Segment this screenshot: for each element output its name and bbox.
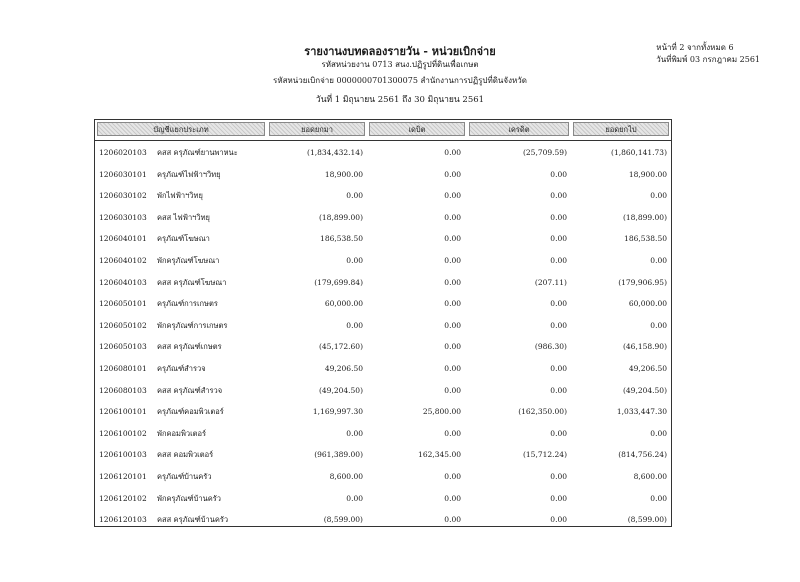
account-name: คสส ครุภัณฑ์สำรวจ <box>157 385 223 395</box>
brought-forward-value: (18,899.00) <box>318 212 363 222</box>
account-name: คสส ครุภัณฑ์เกษตร <box>157 342 222 352</box>
brought-forward-value: 0.00 <box>346 191 363 201</box>
credit-value: 0.00 <box>550 385 567 395</box>
debit-value: 0.00 <box>444 191 461 201</box>
debit-value: 0.00 <box>444 342 461 352</box>
brought-forward-value: 60,000.00 <box>324 299 363 309</box>
carried-forward-value: 0.00 <box>650 256 667 265</box>
credit-value: 0.00 <box>550 212 567 222</box>
debit-value: 0.00 <box>444 385 461 395</box>
brought-forward-value: (179,699.84) <box>314 277 363 287</box>
debit-value: 0.00 <box>444 169 461 179</box>
table-row <box>95 164 671 186</box>
debit-value: 0.00 <box>444 364 461 373</box>
account-code: 1206040102 <box>99 256 147 265</box>
report-period: วันที่ 1 มิถุนายน 2561 ถึง 30 มิถุนายน 2561 <box>315 95 485 105</box>
account-code: 1206120102 <box>99 493 147 503</box>
column-header-debit: เดบิต <box>369 122 465 136</box>
credit-value: 0.00 <box>550 169 567 179</box>
carried-forward-value: 0.00 <box>650 493 667 503</box>
brought-forward-value: 1,169,997.30 <box>312 407 363 417</box>
table-row <box>95 444 671 466</box>
print-date: วันที่พิมพ์ 03 กรกฎาคม 2561 <box>656 55 760 64</box>
account-code: 1206050102 <box>99 320 147 330</box>
brought-forward-value: (45,172.60) <box>318 342 363 352</box>
account-code: 1206030103 <box>99 212 147 222</box>
page-info <box>656 42 760 66</box>
table-row <box>95 488 671 510</box>
account-name: พักคอมพิวเตอร์ <box>157 428 207 438</box>
credit-value: 0.00 <box>550 428 567 438</box>
account-name: คสส ครุภัณฑ์โฆษณา <box>157 277 227 287</box>
credit-value: 0.00 <box>550 256 567 265</box>
credit-value: (15,712.24) <box>522 450 567 460</box>
carried-forward-value: (814,756.24) <box>618 450 667 460</box>
brought-forward-value: 49,206.50 <box>324 364 363 373</box>
debit-value: 0.00 <box>444 320 461 330</box>
table-row <box>95 423 671 445</box>
column-header-brought-forward: ยอดยกมา <box>269 122 365 136</box>
debit-value: 0.00 <box>444 256 461 265</box>
carried-forward-value: (49,204.50) <box>622 385 667 395</box>
debit-value: 0.00 <box>444 428 461 438</box>
brought-forward-value: (961,389.00) <box>314 450 363 460</box>
carried-forward-value: 0.00 <box>650 428 667 438</box>
account-code: 1206020103 <box>99 148 147 157</box>
brought-forward-value: 0.00 <box>346 493 363 503</box>
debit-value: 25,800.00 <box>422 407 461 417</box>
account-code: 1206100102 <box>99 428 147 438</box>
carried-forward-value: 0.00 <box>650 320 667 330</box>
brought-forward-value: 0.00 <box>346 428 363 438</box>
carried-forward-value: 60,000.00 <box>628 299 667 309</box>
account-name: ครุภัณฑ์บ้านครัว <box>157 472 212 481</box>
account-code: 1206030102 <box>99 191 147 201</box>
brought-forward-value: 0.00 <box>346 320 363 330</box>
account-name: พักไฟฟ้าฯวิทยุ <box>157 191 203 201</box>
credit-value: 0.00 <box>550 191 567 201</box>
account-code: 1206030101 <box>99 169 147 179</box>
account-name: ครุภัณฑ์โฆษณา <box>157 234 210 244</box>
credit-value: 0.00 <box>550 299 567 309</box>
debit-value: 0.00 <box>444 234 461 244</box>
carried-forward-value: (18,899.00) <box>622 212 667 222</box>
account-code: 1206080103 <box>99 385 147 395</box>
brought-forward-value: (1,834,432.14) <box>307 148 363 157</box>
account-name: ครุภัณฑ์ไฟฟ้าฯวิทยุ <box>157 169 221 179</box>
table-row <box>95 185 671 207</box>
credit-value: 0.00 <box>550 234 567 244</box>
credit-value: 0.00 <box>550 515 567 525</box>
column-header-credit: เครดิต <box>469 122 569 136</box>
account-code: 1206120103 <box>99 515 147 525</box>
table-row <box>95 358 671 380</box>
table-row <box>95 142 671 164</box>
account-code: 1206120101 <box>99 472 147 481</box>
credit-value: 0.00 <box>550 472 567 481</box>
carried-forward-value: 1,033,447.30 <box>616 407 667 417</box>
brought-forward-value: (8,599.00) <box>323 515 363 525</box>
report-title: รายงานงบทดลองรายวัน - หน่วยเบิกจ่าย <box>304 45 496 58</box>
table-row <box>95 228 671 250</box>
account-name: คสส ไฟฟ้าฯวิทยุ <box>157 212 210 222</box>
carried-forward-value: (1,860,141.73) <box>611 148 667 157</box>
page-number: หน้าที่ 2 จากทั้งหมด 6 <box>656 43 734 52</box>
credit-value: (25,709.59) <box>522 148 567 157</box>
debit-value: 0.00 <box>444 212 461 222</box>
table-row <box>95 315 671 337</box>
table-header <box>95 120 671 141</box>
credit-value: 0.00 <box>550 493 567 503</box>
table-row <box>95 509 671 531</box>
debit-value: 0.00 <box>444 299 461 309</box>
debit-value: 0.00 <box>444 493 461 503</box>
account-code: 1206040101 <box>99 234 147 244</box>
carried-forward-value: 8,600.00 <box>633 472 667 481</box>
credit-value: (986.30) <box>534 342 567 352</box>
brought-forward-value: (49,204.50) <box>318 385 363 395</box>
debit-value: 0.00 <box>444 148 461 157</box>
account-name: คสส ครุภัณฑ์ยานพาหนะ <box>157 148 238 157</box>
credit-value: 0.00 <box>550 364 567 373</box>
brought-forward-value: 0.00 <box>346 256 363 265</box>
table-row <box>95 207 671 229</box>
table-row <box>95 401 671 423</box>
table-row <box>95 336 671 358</box>
column-header-carried-forward: ยอดยกไป <box>573 122 669 136</box>
table-row <box>95 272 671 294</box>
table-row <box>95 293 671 315</box>
disbursement-unit-line: รหัสหน่วยเบิกจ่าย 0000000701300075 สำนักงานการปฏิรูปที่ดินจังหวัด <box>273 76 527 85</box>
account-name: คสส คอมพิวเตอร์ <box>157 450 214 460</box>
brought-forward-value: 18,900.00 <box>324 169 363 179</box>
table-row <box>95 466 671 488</box>
carried-forward-value: (179,906.95) <box>618 277 667 287</box>
account-name: ครุภัณฑ์สำรวจ <box>157 364 206 373</box>
credit-value: (207.11) <box>534 277 567 287</box>
table-row <box>95 380 671 402</box>
credit-value: (162,350.00) <box>518 407 567 417</box>
account-code: 1206100103 <box>99 450 147 460</box>
account-code: 1206040103 <box>99 277 147 287</box>
account-name: พักครุภัณฑ์โฆษณา <box>157 256 220 265</box>
carried-forward-value: 186,538.50 <box>624 234 667 244</box>
credit-value: 0.00 <box>550 320 567 330</box>
carried-forward-value: 49,206.50 <box>628 364 667 373</box>
debit-value: 0.00 <box>444 277 461 287</box>
account-name: พักครุภัณฑ์การเกษตร <box>157 320 228 330</box>
brought-forward-value: 8,600.00 <box>329 472 363 481</box>
column-header-account: บัญชีแยกประเภท <box>97 122 265 136</box>
debit-value: 162,345.00 <box>418 450 461 460</box>
account-name: ครุภัณฑ์การเกษตร <box>157 299 218 309</box>
trial-balance-table <box>94 119 672 527</box>
carried-forward-value: 18,900.00 <box>628 169 667 179</box>
carried-forward-value: 0.00 <box>650 191 667 201</box>
debit-value: 0.00 <box>444 472 461 481</box>
table-row <box>95 250 671 272</box>
debit-value: 0.00 <box>444 515 461 525</box>
agency-line: รหัสหน่วยงาน 0713 สนง.ปฏิรูปที่ดินเพื่อเกษต <box>321 60 479 69</box>
brought-forward-value: 186,538.50 <box>320 234 363 244</box>
account-name: ครุภัณฑ์คอมพิวเตอร์ <box>157 407 224 417</box>
account-code: 1206050103 <box>99 342 147 352</box>
carried-forward-value: (46,158.90) <box>622 342 667 352</box>
carried-forward-value: (8,599.00) <box>627 515 667 525</box>
account-code: 1206100101 <box>99 407 147 417</box>
account-name: คสส ครุภัณฑ์บ้านครัว <box>157 515 229 525</box>
account-name: พักครุภัณฑ์บ้านครัว <box>157 493 222 503</box>
account-code: 1206050101 <box>99 299 147 309</box>
account-code: 1206080101 <box>99 364 147 373</box>
